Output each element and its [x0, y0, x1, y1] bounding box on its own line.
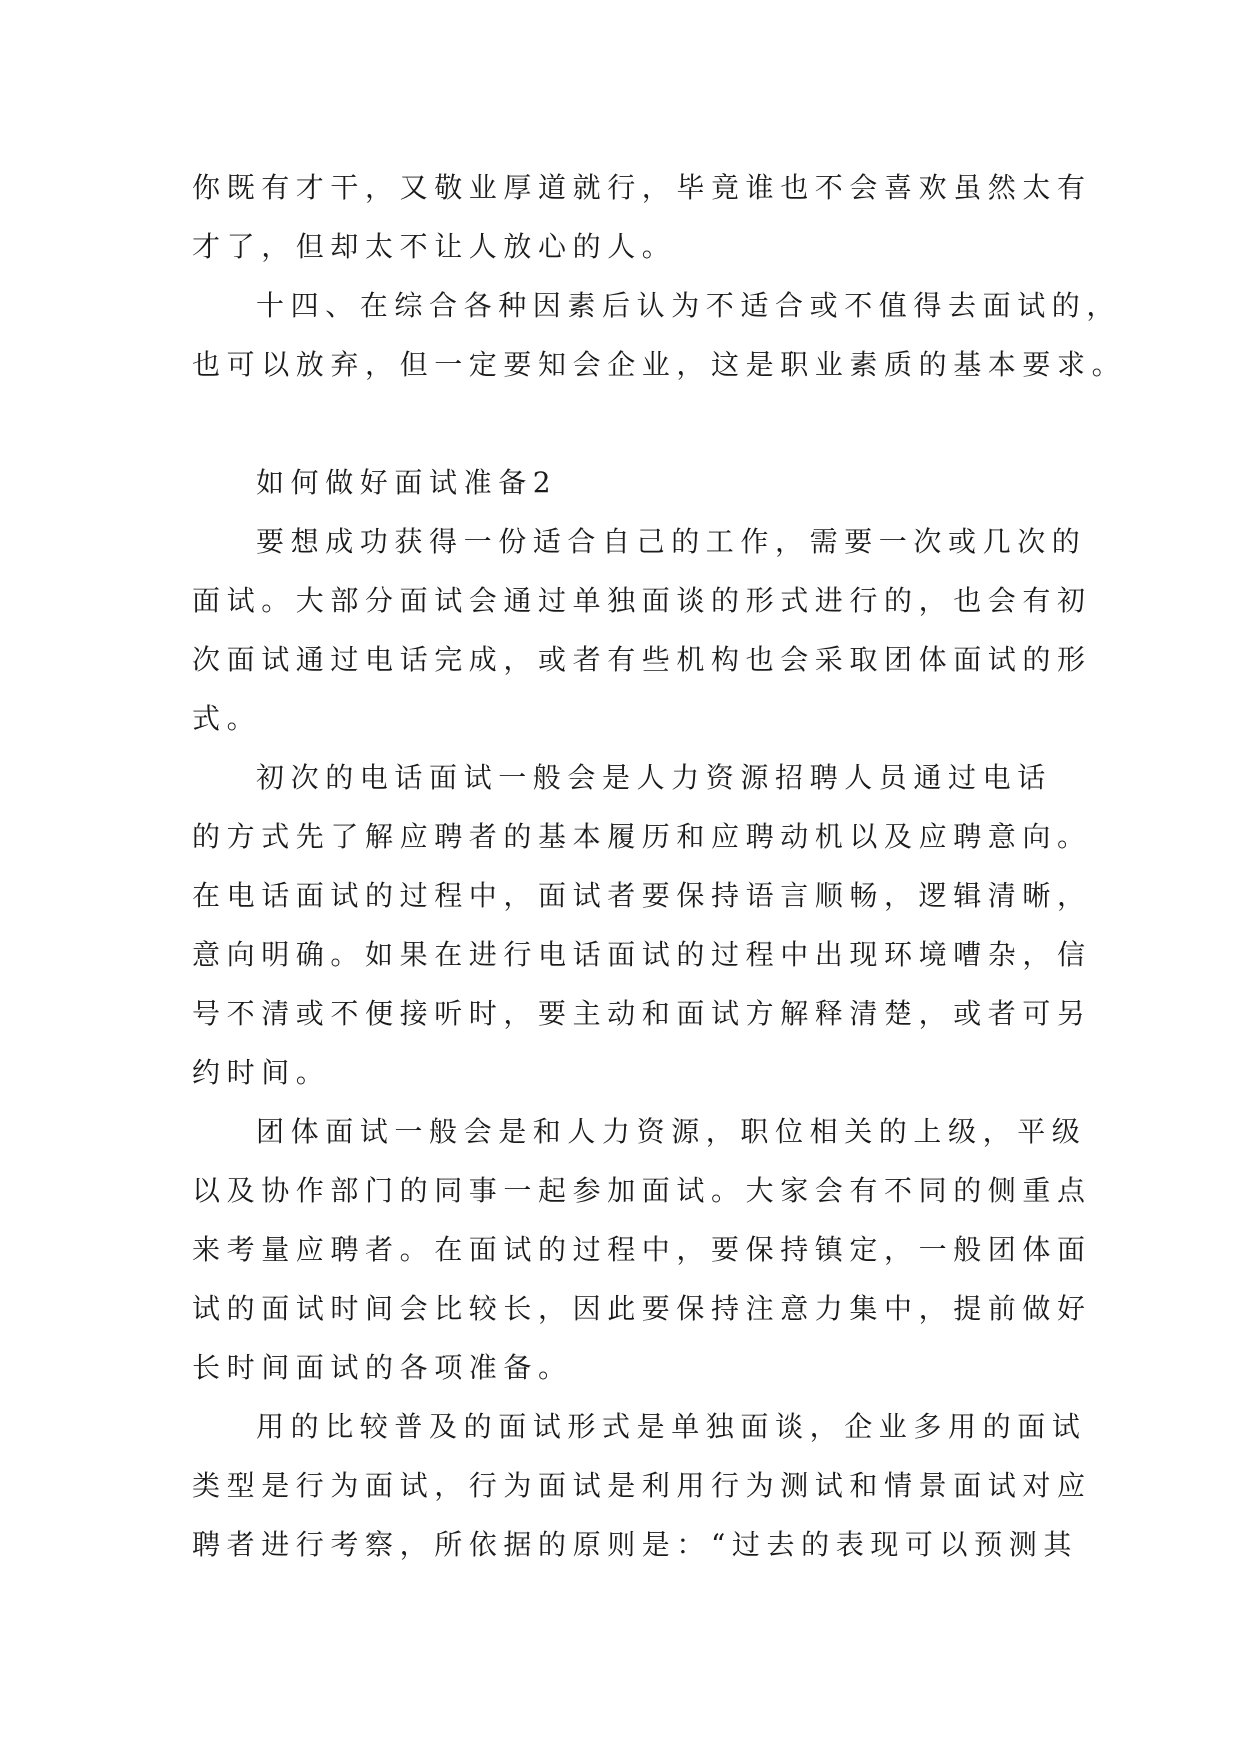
text-line-8: 次面试通过电话完成，或者有些机构也会采取团体面试的形: [192, 643, 1092, 676]
text-line-3: 十四、在综合各种因素后认为不适合或不值得去面试的，: [256, 289, 1122, 322]
text-line-12: 在电话面试的过程中，面试者要保持语言顺畅，逻辑清晰，: [192, 879, 1092, 912]
text-line-20: 长时间面试的各项准备。: [192, 1351, 573, 1384]
text-line-4: 也可以放弃，但一定要知会企业，这是职业素质的基本要求。: [192, 348, 1127, 381]
text-line-14: 号不清或不便接听时，要主动和面试方解释清楚，或者可另: [192, 997, 1092, 1030]
text-line-6: 要想成功获得一份适合自己的工作，需要一次或几次的: [256, 525, 1087, 558]
text-line-13: 意向明确。如果在进行电话面试的过程中出现环境嘈杂，信: [192, 938, 1092, 971]
text-line-11: 的方式先了解应聘者的基本履历和应聘动机以及应聘意向。: [192, 820, 1092, 853]
text-line-18: 来考量应聘者。在面试的过程中，要保持镇定，一般团体面: [192, 1233, 1092, 1266]
text-line-17: 以及协作部门的同事一起参加面试。大家会有不同的侧重点: [192, 1174, 1092, 1207]
text-line-22: 类型是行为面试，行为面试是利用行为测试和情景面试对应: [192, 1469, 1092, 1502]
text-line-21: 用的比较普及的面试形式是单独面谈，企业多用的面试: [256, 1410, 1087, 1443]
text-line-23: 聘者进行考察，所依据的原则是：“过去的表现可以预测其: [192, 1528, 1078, 1561]
text-line-10: 初次的电话面试一般会是人力资源招聘人员通过电话: [256, 761, 1052, 794]
text-line-9: 式。: [192, 702, 262, 735]
text-line-16: 团体面试一般会是和人力资源，职位相关的上级，平级: [256, 1115, 1087, 1148]
text-line-2: 才了，但却太不让人放心的人。: [192, 230, 677, 263]
text-line-1: 你既有才干，又敬业厚道就行，毕竟谁也不会喜欢虽然太有: [192, 171, 1092, 204]
text-line-19: 试的面试时间会比较长，因此要保持注意力集中，提前做好: [192, 1292, 1092, 1325]
text-line-15: 约时间。: [192, 1056, 331, 1089]
text-line-7: 面试。大部分面试会通过单独面谈的形式进行的，也会有初: [192, 584, 1092, 617]
section-heading: 如何做好面试准备2: [256, 466, 558, 499]
